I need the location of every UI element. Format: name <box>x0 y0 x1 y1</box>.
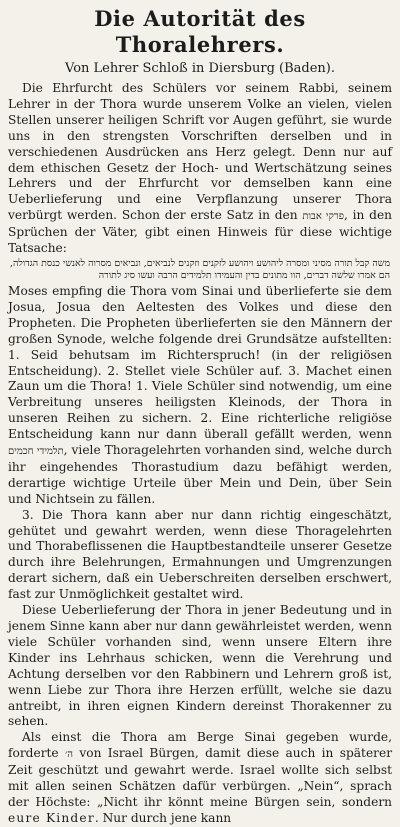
paragraph-fence: 3. Die Thora kann aber nur dann richtig eingeschätzt, gehütet und gewahrt werden, wenn diese Thoragelehrten und Thorabeflissenen die Hauptbestandteile unserer Gesetze durch ihre Belehrungen, Ermahnungen und Umgrenzungen derart sichern, daß ein Ueberschreiten derselben erschwert, fast zur Unmöglichkeit gestaltet wird. <box>8 507 392 602</box>
paragraph-sinai-mid: von Israel Bürgen, damit diese auch in späterer Zeit geschützt und gewahrt werde. Israel wollte sich selbst mit allen seinen Schätzen dafür verbürgen. „Nein“, sprach der Höchste: „Nicht ihr könnt meine Bürgen sein, sondern <box>8 746 393 809</box>
paragraph-sinai <box>8 730 392 826</box>
article-byline: Von Lehrer Schloß in Diersburg (Baden). <box>65 61 335 76</box>
article-body <box>8 81 392 827</box>
hebrew-quotation: משה קבל תורה מסיני ומסרה ליהושע ויהושע לזקנים וזקנים לנביאים, ונביאים מסרוה לאנשי כנסת הגדולה, הם אמרו שלשה דברים, הוו מתונים בדין והעמידו תלמידים הרבה ועשו סיג לתורה <box>10 257 390 281</box>
paragraph-sinai-start: Als einst die Thora am Berge Sinai gegeben wurde, forderte <box>8 730 392 761</box>
emphasis-eure-kinder: eure Kinder <box>8 810 95 825</box>
paragraph-intro-text: Die Ehrfurcht des Schülers vor seinem Rabbi, seinem Lehrer in der Thora wurde unserem Volke an vielen, vielen Stellen unserer heiligen Schrift vor Augen geführt, sie wurde uns in den strengsten Vorschriften derselben und in verschiedenen Ausdrücken ans Herz gelegt. Denn nur auf dem ethischen Gesetz der Hoch- und Wertschätzung seines Lehrers und der Ehrfurcht vor demselben kann eine Ueberlieferung und eine Verpflanzung unserer Thora verbürgt werden. Schon der erste Satz in den <box>8 81 392 223</box>
paragraph-intro <box>8 81 392 257</box>
paragraph-intro-end: , in den Sprüchen der Väter, gibt einen Hinweis für diese wichtige Tatsache: <box>8 208 393 256</box>
hebrew-term-hashem: ה׳ <box>64 749 74 761</box>
paragraph-moses-end: , viele Thoragelehrten vorhanden sind, welche durch ihr eingehendes Thorastudium dazu befähigt werden, derartige wichtige Urteile über Mein und Dein, über Sein und Nichtsein zu fällen. <box>8 443 392 506</box>
article-title: Die Autorität des Thoralehrers. <box>94 6 306 57</box>
paragraph-moses <box>8 284 392 508</box>
paragraph-transmission: Diese Ueberlieferung der Thora in jener Bedeutung und in jenem Sinne kann aber nur dann gewährleistet werden, wenn viele Schüler vorhanden sind, wenn unsere Eltern ihre Kinder ins Lehrhaus schicken, wenn die Verehrung und Achtung derselben vor den Rabbinern und Lehrern groß ist, wenn Liebe zur Thora ihre Herzen erfüllt, welche sie dazu antreibt, in ihren eignen Kindern dereinst Thorakenner zu sehen. <box>8 603 392 729</box>
hebrew-term-pirkei-avot: פרקי אבות <box>302 211 345 223</box>
paragraph-sinai-end: . Nur durch jene kann <box>94 810 232 825</box>
hebrew-term-talmidei-chachamim: תלמידי חכמים <box>8 446 64 458</box>
paragraph-moses-text: Moses empfing die Thora vom Sinai und überlieferte sie dem Josua, Josua den Aeltesten des Volkes und diese den Propheten. Die Propheten überlieferten sie den Männern der großen Synode, welche folgende drei Grundsätze aufstellten: 1. Seid behutsam im Richterspruch! (in der religiösen Entscheidung). 2. Stellet viele Schüler auf. 3. Machet einen Zaun um die Thora! 1. Viele Schüler sind notwendig, um eine Verbreitung unseres heiligsten Kleinods, der Thora in unseren Reihen zu sichern. 2. Eine richterliche religiöse Entscheidung kann nur dann überall gefällt werden, wenn <box>8 283 392 442</box>
